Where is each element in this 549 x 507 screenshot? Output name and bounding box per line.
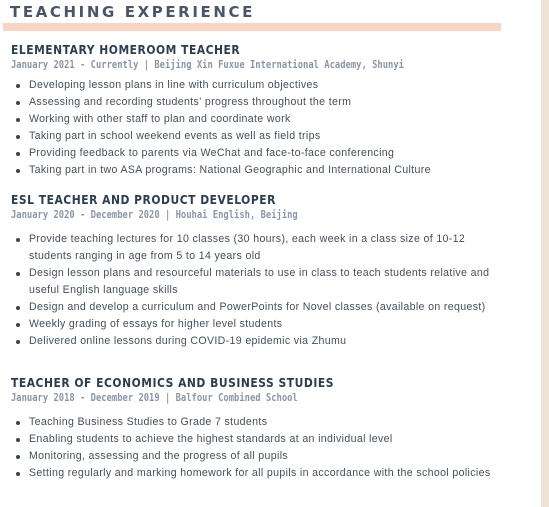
job-duty-item [11,299,499,316]
job-duties-list [11,77,511,179]
job-duty-text: Taking part in school weekend events as well as field trips [29,130,321,142]
page-edge-strip [541,0,549,507]
job-duty-text: Design lesson plans and resourceful materials to use in class to teach students relative and useful English language skills [29,267,490,296]
job-duty-text: Taking part in two ASA programs: National Geographic and International Culture [29,164,431,176]
bullet-dot-icon [16,118,20,122]
job-duty-item [11,77,499,94]
job-duty-text: Weekly grading of essays for higher level students [29,318,283,330]
bullet-dot-icon [16,84,20,88]
bullet-dot-icon [16,438,20,442]
job-duty-text: Developing lesson plans in line with curriculum objectives [29,79,319,91]
job-duty-item [11,333,499,350]
bullet-dot-icon [16,152,20,156]
bullet-dot-icon [16,101,20,105]
bullet-dot-icon [16,272,20,276]
job-entry-economics-teacher [11,374,511,482]
job-title: TEACHER OF ECONOMICS AND BUSINESS STUDIES [11,375,334,390]
job-duty-text: Assessing and recording students' progress throughout the term [29,96,352,108]
bullet-dot-icon [16,455,20,459]
bullet-dot-icon [16,169,20,173]
job-duty-item [11,414,499,431]
job-title: ELEMENTARY HOMEROOM TEACHER [11,42,241,57]
job-duty-text: Design and develop a curriculum and PowerPoints for Novel classes (available on request) [29,301,486,313]
job-duty-item [11,316,499,333]
job-duty-item [11,431,499,448]
job-duties-list [11,414,511,482]
section-heading: TEACHING EXPERIENCE [10,3,255,21]
job-title: ESL TEACHER AND PRODUCT DEVELOPER [11,192,276,207]
job-entry-homeroom-teacher [11,41,511,179]
job-dates-employer: January 2020 - December 2020 | Houhai English, Beijing [11,209,298,221]
job-duty-item [11,231,499,265]
job-duty-item [11,128,499,145]
job-duty-text: Delivered online lessons during COVID-19 epidemic via Zhumu [29,335,347,347]
job-duty-text: Provide teaching lectures for 10 classes (30 hours), each week in a class size of 10-12 students ranging in age from 5 to 14 years old [29,233,466,262]
bullet-dot-icon [16,323,20,327]
job-dates-employer: January 2021 - Currently | Beijing Xin Fuxue International Academy, Shunyi [11,59,404,71]
job-duties-list [11,231,511,350]
job-duty-item [11,162,499,179]
job-dates-employer: January 2018 - December 2019 | Balfour Combined School [11,392,298,404]
job-duty-item [11,111,499,128]
job-duty-text: Providing feedback to parents via WeChat and face-to-face conferencing [29,147,395,159]
bullet-dot-icon [16,306,20,310]
job-duty-item [11,465,499,482]
job-duty-item [11,448,499,465]
job-duty-text: Teaching Business Studies to Grade 7 students [29,416,268,428]
bullet-dot-icon [16,421,20,425]
heading-underline-bar [3,23,501,31]
job-duty-item [11,94,499,111]
job-duty-text: Enabling students to achieve the highest standards at an individual level [29,433,393,445]
job-duty-text: Working with other staff to plan and coordinate work [29,113,291,125]
bullet-dot-icon [16,238,20,242]
job-duty-item [11,265,499,299]
job-duty-text: Monitoring, assessing and the progress of all pupils [29,450,289,462]
bullet-dot-icon [16,472,20,476]
bullet-dot-icon [16,340,20,344]
job-duty-text: Setting regularly and marking homework for all pupils in accordance with the school policies [29,467,491,479]
job-duty-item [11,145,499,162]
job-entry-esl-teacher [11,191,511,350]
bullet-dot-icon [16,135,20,139]
